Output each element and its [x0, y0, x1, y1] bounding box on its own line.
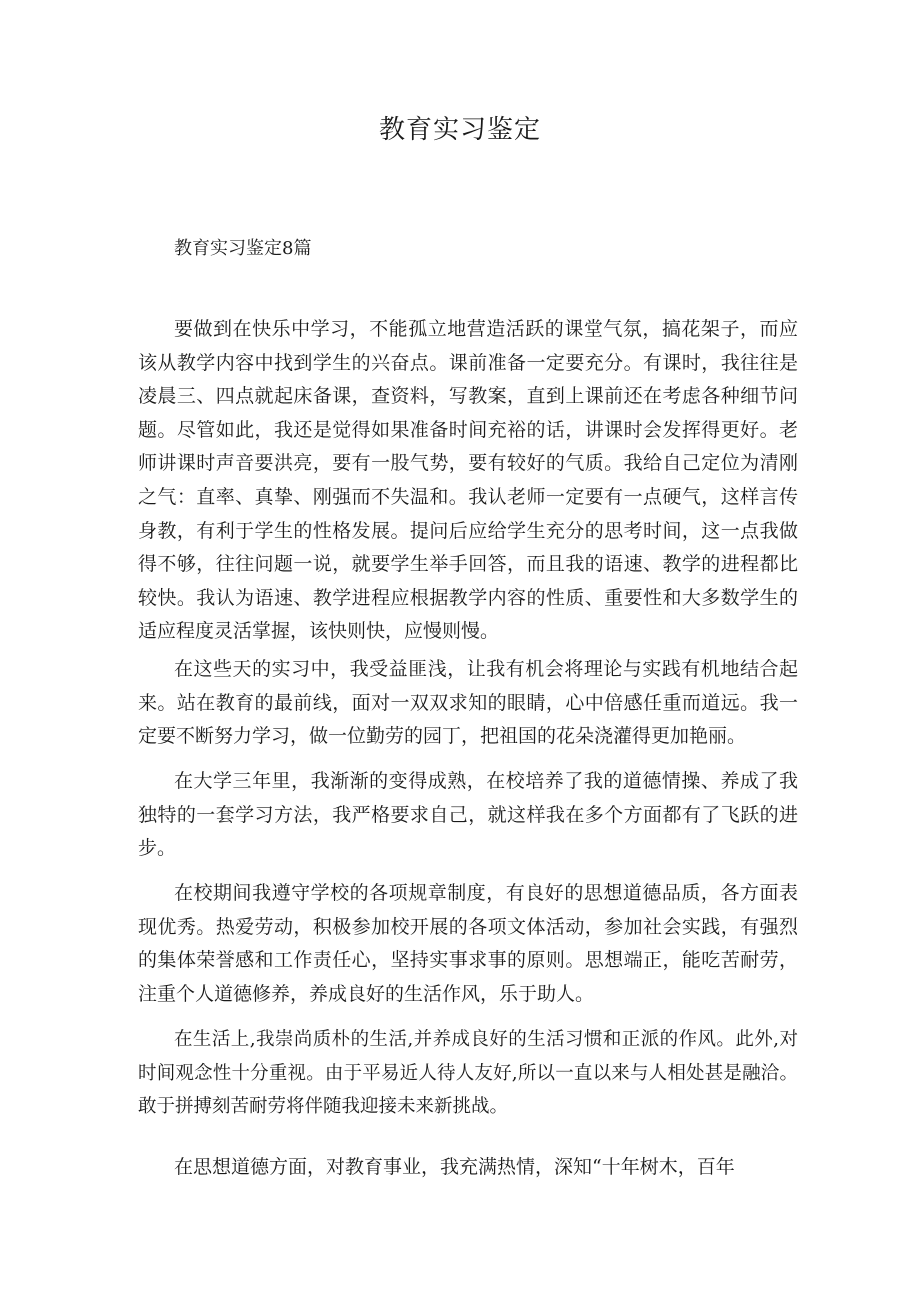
paragraph-life-style: 在生活上,我崇尚质朴的生活,并养成良好的生活习惯和正派的作风。此外,对时间观念性十分重视。由于平易近人待人友好,所以一直以来与人相处甚是融洽。敢于拼搏刻苦耐劳将伴随我迎接未来新挑战。: [138, 1029, 798, 1117]
paragraph-school-conduct: 在校期间我遵守学校的各项规章制度，有良好的思想道德品质，各方面表现优秀。热爱劳动，积极参加校开展的各项文体活动，参加社会实践，有强烈的集体荣誉感和工作责任心，坚持实事求事的原则。思想端正，能吃苦耐劳，注重个人道德修养，养成良好的生活作风，乐于助人。: [138, 882, 798, 1005]
paragraph-teaching-method: 要做到在快乐中学习，不能孤立地营造活跃的课堂气氛，搞花架子，而应该从教学内容中找到学生的兴奋点。课前准备一定要充分。有课时，我往往是凌晨三、四点就起床备课，查资料，写教案，直到上课前还在考虑各种细节问题。尽管如此，我还是觉得如果准备时间充裕的话，讲课时会发挥得更好。老师讲课时声音要洪亮，要有一股气势，要有较好的气质。我给自己定位为清刚之气：直率、真挚、刚强而不失温和。我认老师一定要有一点硬气，这样言传身教，有利于学生的性格发展。提问后应给学生充分的思考时间，这一点我做得不够，往往问题一说，就要学生举手回答，而且我的语速、教学的进程都比较快。我认为语速、教学进程应根据教学内容的性质、重要性和大多数学生的适应程度灵活掌握，该快则快，应慢则慢。: [138, 318, 798, 643]
document-title: 教育实习鉴定: [378, 115, 541, 145]
paragraph-internship-gain: 在这些天的实习中，我受益匪浅，让我有机会将理论与实践有机地结合起来。站在教育的最前线，面对一双双求知的眼睛，心中倍感任重而道远。我一定要不断努力学习，做一位勤劳的园丁，把祖国的花朵浇灌得更加艳丽。: [138, 658, 798, 748]
paragraph-university-growth: 在大学三年里，我渐渐的变得成熟，在校培养了我的道德情操、养成了我独特的一套学习方法，我严格要求自己，就这样我在多个方面都有了飞跃的进步。: [138, 770, 798, 860]
document-subtitle: 教育实习鉴定8篇: [174, 238, 312, 259]
paragraph-moral-education: 在思想道德方面，对教育事业，我充满热情，深知“十年树木，百年: [174, 1156, 735, 1178]
